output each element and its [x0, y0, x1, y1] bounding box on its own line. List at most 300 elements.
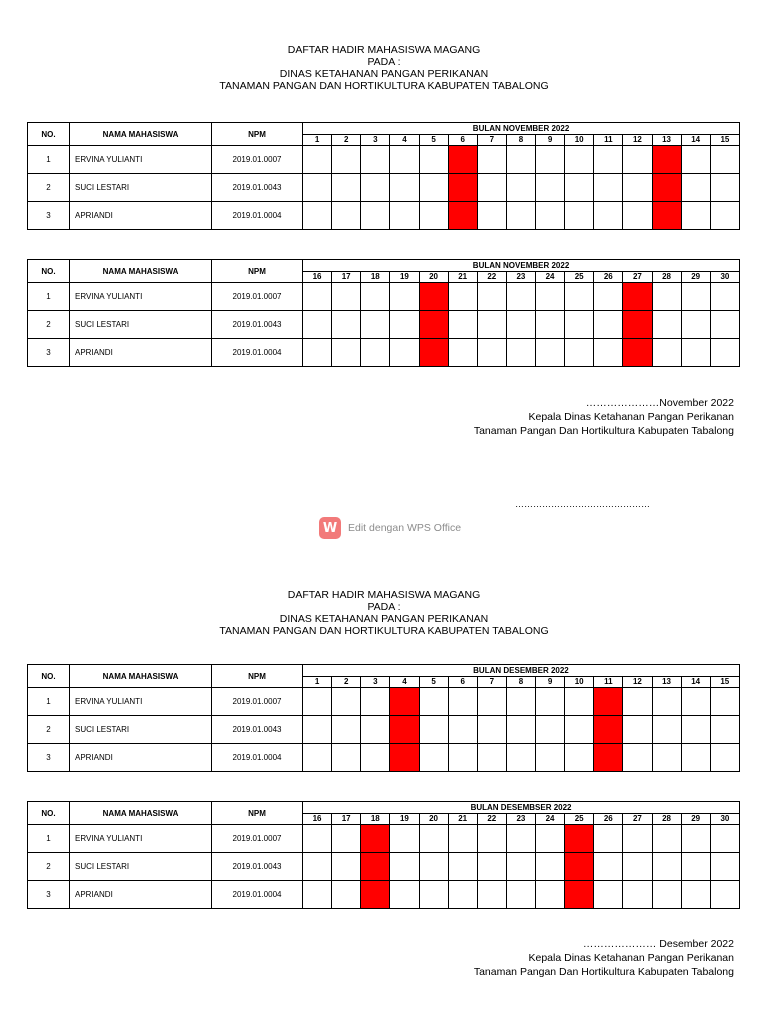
attendance-cell[interactable] — [536, 881, 565, 909]
attendance-cell[interactable] — [623, 853, 652, 881]
holiday-cell[interactable] — [565, 881, 594, 909]
student-name: SUCI LESTARI — [70, 311, 212, 339]
attendance-cell[interactable] — [710, 881, 739, 909]
attendance-cell[interactable] — [506, 311, 535, 339]
attendance-cell[interactable] — [332, 339, 361, 367]
attendance-cell[interactable] — [710, 716, 739, 744]
holiday-cell[interactable] — [652, 146, 681, 174]
attendance-cell[interactable] — [594, 825, 623, 853]
attendance-cell[interactable] — [710, 688, 739, 716]
day-header: 4 — [390, 677, 419, 688]
month-header: BULAN NOVEMBER 2022 — [303, 123, 740, 135]
attendance-cell[interactable] — [536, 339, 565, 367]
attendance-cell[interactable] — [565, 146, 594, 174]
attendance-cell[interactable] — [332, 688, 361, 716]
student-name: APRIANDI — [70, 339, 212, 367]
attendance-cell[interactable] — [477, 688, 506, 716]
holiday-cell[interactable] — [390, 716, 419, 744]
attendance-cell[interactable] — [506, 744, 535, 772]
attendance-cell[interactable] — [477, 283, 506, 311]
signature-block-desember — [434, 937, 734, 979]
attendance-cell[interactable] — [594, 283, 623, 311]
attendance-cell[interactable] — [681, 744, 710, 772]
attendance-cell[interactable] — [652, 716, 681, 744]
attendance-cell[interactable] — [361, 283, 390, 311]
signature-date: ………………… Desember 2022 — [582, 938, 734, 950]
signature-line: ……………………………………… — [515, 499, 650, 509]
attendance-cell[interactable] — [390, 853, 419, 881]
day-header: 30 — [710, 272, 739, 283]
attendance-cell[interactable] — [681, 202, 710, 230]
col-header-no: NO. — [28, 665, 70, 688]
holiday-cell[interactable] — [448, 174, 477, 202]
attendance-cell[interactable] — [681, 339, 710, 367]
day-header: 25 — [565, 272, 594, 283]
signature-date: …………………November 2022 — [585, 397, 734, 409]
attendance-cell[interactable] — [506, 339, 535, 367]
table-row — [28, 283, 740, 311]
row-number: 2 — [28, 853, 70, 881]
row-number: 2 — [28, 311, 70, 339]
day-header: 2 — [332, 135, 361, 146]
col-header-name: NAMA MAHASISWA — [70, 802, 212, 825]
header-desember — [0, 589, 768, 637]
attendance-cell[interactable] — [477, 311, 506, 339]
day-header: 28 — [652, 272, 681, 283]
attendance-cell[interactable] — [303, 202, 332, 230]
attendance-cell[interactable] — [710, 853, 739, 881]
attendance-cell[interactable] — [710, 146, 739, 174]
header-november — [0, 44, 768, 92]
attendance-cell[interactable] — [332, 716, 361, 744]
student-name: APRIANDI — [70, 202, 212, 230]
attendance-cell[interactable] — [419, 881, 448, 909]
attendance-cell[interactable] — [448, 688, 477, 716]
attendance-cell[interactable] — [565, 744, 594, 772]
attendance-cell[interactable] — [594, 202, 623, 230]
attendance-cell[interactable] — [565, 716, 594, 744]
attendance-cell[interactable] — [390, 283, 419, 311]
day-header: 8 — [506, 677, 535, 688]
col-header-npm: NPM — [212, 802, 303, 825]
attendance-cell[interactable] — [565, 174, 594, 202]
attendance-cell[interactable] — [536, 688, 565, 716]
attendance-cell[interactable] — [303, 283, 332, 311]
holiday-cell[interactable] — [594, 688, 623, 716]
attendance-cell[interactable] — [332, 853, 361, 881]
day-header: 23 — [506, 814, 535, 825]
attendance-cell[interactable] — [361, 174, 390, 202]
day-header: 9 — [536, 677, 565, 688]
student-name: SUCI LESTARI — [70, 716, 212, 744]
attendance-cell[interactable] — [419, 716, 448, 744]
signature-position-2: Tanaman Pangan Dan Hortikultura Kabupaten Tabalong — [473, 966, 734, 978]
row-number: 1 — [28, 688, 70, 716]
day-header: 16 — [303, 814, 332, 825]
attendance-cell[interactable] — [536, 825, 565, 853]
attendance-cell[interactable] — [681, 825, 710, 853]
attendance-cell[interactable] — [652, 339, 681, 367]
day-header: 8 — [506, 135, 535, 146]
attendance-cell[interactable] — [623, 744, 652, 772]
attendance-cell[interactable] — [681, 311, 710, 339]
attendance-cell[interactable] — [652, 311, 681, 339]
attendance-cell[interactable] — [623, 716, 652, 744]
col-header-name: NAMA MAHASISWA — [70, 665, 212, 688]
day-header: 3 — [361, 677, 390, 688]
month-header: BULAN NOVEMBER 2022 — [303, 260, 740, 272]
wps-watermark-text: Edit dengan WPS Office — [348, 522, 462, 534]
signature-block-november — [434, 396, 734, 438]
attendance-cell[interactable] — [536, 311, 565, 339]
day-header: 24 — [536, 814, 565, 825]
signature-position-1: Kepala Dinas Ketahanan Pangan Perikanan — [528, 411, 734, 423]
attendance-cell[interactable] — [477, 146, 506, 174]
attendance-cell[interactable] — [623, 881, 652, 909]
holiday-cell[interactable] — [594, 744, 623, 772]
day-header: 10 — [565, 677, 594, 688]
attendance-cell[interactable] — [477, 202, 506, 230]
agency-line-1: DINAS KETAHANAN PANGAN PERIKANAN — [279, 68, 489, 80]
attendance-cell[interactable] — [419, 174, 448, 202]
holiday-cell[interactable] — [623, 311, 652, 339]
attendance-cell[interactable] — [303, 688, 332, 716]
attendance-table-desember-2 — [27, 801, 740, 909]
attendance-cell[interactable] — [506, 202, 535, 230]
attendance-cell[interactable] — [448, 716, 477, 744]
day-header: 3 — [361, 135, 390, 146]
attendance-cell[interactable] — [565, 688, 594, 716]
attendance-cell[interactable] — [710, 339, 739, 367]
day-header: 27 — [623, 814, 652, 825]
day-header: 22 — [477, 272, 506, 283]
attendance-cell[interactable] — [506, 146, 535, 174]
attendance-cell[interactable] — [361, 716, 390, 744]
day-header: 11 — [594, 135, 623, 146]
attendance-table-november-2 — [27, 259, 740, 367]
holiday-cell[interactable] — [652, 202, 681, 230]
student-npm: 2019.01.0007 — [212, 146, 303, 174]
attendance-cell[interactable] — [623, 825, 652, 853]
day-header: 29 — [681, 814, 710, 825]
attendance-cell[interactable] — [594, 174, 623, 202]
month-header: BULAN DESEMBER 2022 — [303, 665, 740, 677]
student-npm: 2019.01.0043 — [212, 311, 303, 339]
student-npm: 2019.01.0043 — [212, 853, 303, 881]
attendance-cell[interactable] — [477, 174, 506, 202]
holiday-cell[interactable] — [361, 853, 390, 881]
signature-position-1: Kepala Dinas Ketahanan Pangan Perikanan — [528, 952, 734, 964]
attendance-cell[interactable] — [536, 283, 565, 311]
attendance-cell[interactable] — [477, 716, 506, 744]
attendance-cell[interactable] — [390, 202, 419, 230]
agency-line-2: TANAMAN PANGAN DAN HORTIKULTURA KABUPATEN TABALONG — [219, 80, 549, 92]
table-row — [28, 202, 740, 230]
attendance-cell[interactable] — [681, 688, 710, 716]
agency-line-1: DINAS KETAHANAN PANGAN PERIKANAN — [279, 613, 489, 625]
attendance-cell[interactable] — [303, 174, 332, 202]
attendance-cell[interactable] — [419, 202, 448, 230]
student-name: SUCI LESTARI — [70, 853, 212, 881]
day-header: 12 — [623, 677, 652, 688]
doc-pada: PADA : — [367, 601, 401, 613]
table-row — [28, 688, 740, 716]
day-header: 27 — [623, 272, 652, 283]
attendance-cell[interactable] — [448, 853, 477, 881]
attendance-cell[interactable] — [332, 146, 361, 174]
day-header: 25 — [565, 814, 594, 825]
attendance-cell[interactable] — [594, 311, 623, 339]
day-header: 17 — [332, 272, 361, 283]
attendance-cell[interactable] — [361, 311, 390, 339]
col-header-name: NAMA MAHASISWA — [70, 123, 212, 146]
day-header: 5 — [419, 135, 448, 146]
attendance-cell[interactable] — [332, 825, 361, 853]
holiday-cell[interactable] — [361, 825, 390, 853]
attendance-cell[interactable] — [361, 688, 390, 716]
attendance-cell[interactable] — [419, 853, 448, 881]
holiday-cell[interactable] — [390, 744, 419, 772]
student-name: SUCI LESTARI — [70, 174, 212, 202]
attendance-cell[interactable] — [594, 146, 623, 174]
attendance-cell[interactable] — [448, 283, 477, 311]
holiday-cell[interactable] — [565, 853, 594, 881]
attendance-cell[interactable] — [565, 311, 594, 339]
attendance-cell[interactable] — [303, 881, 332, 909]
day-header: 11 — [594, 677, 623, 688]
attendance-cell[interactable] — [332, 174, 361, 202]
attendance-cell[interactable] — [710, 311, 739, 339]
table-row — [28, 311, 740, 339]
attendance-cell[interactable] — [361, 202, 390, 230]
day-header: 5 — [419, 677, 448, 688]
attendance-cell[interactable] — [390, 339, 419, 367]
day-header: 28 — [652, 814, 681, 825]
attendance-cell[interactable] — [710, 744, 739, 772]
holiday-cell[interactable] — [652, 174, 681, 202]
attendance-cell[interactable] — [652, 688, 681, 716]
attendance-cell[interactable] — [506, 853, 535, 881]
day-header: 15 — [710, 135, 739, 146]
doc-title: DAFTAR HADIR MAHASISWA MAGANG — [287, 589, 481, 601]
table-row — [28, 339, 740, 367]
student-npm: 2019.01.0004 — [212, 744, 303, 772]
attendance-cell[interactable] — [536, 202, 565, 230]
attendance-cell[interactable] — [361, 744, 390, 772]
attendance-cell[interactable] — [390, 174, 419, 202]
attendance-cell[interactable] — [477, 825, 506, 853]
student-npm: 2019.01.0007 — [212, 825, 303, 853]
attendance-cell[interactable] — [477, 881, 506, 909]
col-header-name: NAMA MAHASISWA — [70, 260, 212, 283]
day-header: 23 — [506, 272, 535, 283]
day-header: 12 — [623, 135, 652, 146]
col-header-npm: NPM — [212, 665, 303, 688]
attendance-cell[interactable] — [681, 881, 710, 909]
attendance-cell[interactable] — [448, 744, 477, 772]
day-header: 18 — [361, 814, 390, 825]
day-header: 29 — [681, 272, 710, 283]
attendance-cell[interactable] — [419, 825, 448, 853]
day-header: 4 — [390, 135, 419, 146]
month-header: BULAN DESEMBSER 2022 — [303, 802, 740, 814]
holiday-cell[interactable] — [594, 716, 623, 744]
attendance-cell[interactable] — [332, 744, 361, 772]
holiday-cell[interactable] — [419, 283, 448, 311]
attendance-cell[interactable] — [506, 825, 535, 853]
holiday-cell[interactable] — [623, 339, 652, 367]
attendance-cell[interactable] — [448, 339, 477, 367]
attendance-cell[interactable] — [448, 311, 477, 339]
attendance-cell[interactable] — [681, 146, 710, 174]
attendance-cell[interactable] — [303, 853, 332, 881]
day-header: 16 — [303, 272, 332, 283]
attendance-cell[interactable] — [536, 716, 565, 744]
attendance-cell[interactable] — [652, 881, 681, 909]
attendance-cell[interactable] — [419, 146, 448, 174]
attendance-cell[interactable] — [303, 311, 332, 339]
attendance-cell[interactable] — [477, 853, 506, 881]
attendance-cell[interactable] — [332, 283, 361, 311]
attendance-cell[interactable] — [303, 825, 332, 853]
holiday-cell[interactable] — [565, 825, 594, 853]
attendance-cell[interactable] — [652, 283, 681, 311]
attendance-cell[interactable] — [565, 283, 594, 311]
row-number: 2 — [28, 174, 70, 202]
attendance-cell[interactable] — [594, 853, 623, 881]
attendance-cell[interactable] — [536, 174, 565, 202]
day-header: 17 — [332, 814, 361, 825]
student-npm: 2019.01.0004 — [212, 202, 303, 230]
day-header: 14 — [681, 135, 710, 146]
attendance-cell[interactable] — [565, 339, 594, 367]
row-number: 3 — [28, 744, 70, 772]
holiday-cell[interactable] — [623, 283, 652, 311]
day-header: 2 — [332, 677, 361, 688]
attendance-cell[interactable] — [390, 825, 419, 853]
col-header-no: NO. — [28, 802, 70, 825]
col-header-npm: NPM — [212, 260, 303, 283]
attendance-cell[interactable] — [681, 283, 710, 311]
student-npm: 2019.01.0004 — [212, 339, 303, 367]
attendance-cell[interactable] — [536, 146, 565, 174]
attendance-cell[interactable] — [303, 716, 332, 744]
student-npm: 2019.01.0004 — [212, 881, 303, 909]
row-number: 3 — [28, 881, 70, 909]
attendance-cell[interactable] — [536, 853, 565, 881]
row-number: 1 — [28, 146, 70, 174]
attendance-cell[interactable] — [652, 853, 681, 881]
student-npm: 2019.01.0007 — [212, 688, 303, 716]
attendance-cell[interactable] — [623, 174, 652, 202]
attendance-cell[interactable] — [390, 881, 419, 909]
holiday-cell[interactable] — [419, 311, 448, 339]
attendance-table-november-1 — [27, 122, 740, 230]
attendance-cell[interactable] — [652, 744, 681, 772]
attendance-cell[interactable] — [419, 744, 448, 772]
day-header: 6 — [448, 677, 477, 688]
attendance-cell[interactable] — [710, 825, 739, 853]
attendance-cell[interactable] — [594, 339, 623, 367]
day-header: 19 — [390, 272, 419, 283]
attendance-cell[interactable] — [506, 881, 535, 909]
attendance-cell[interactable] — [506, 174, 535, 202]
day-header: 22 — [477, 814, 506, 825]
day-header: 14 — [681, 677, 710, 688]
day-header: 19 — [390, 814, 419, 825]
col-header-npm: NPM — [212, 123, 303, 146]
attendance-cell[interactable] — [303, 339, 332, 367]
attendance-cell[interactable] — [448, 825, 477, 853]
attendance-cell[interactable] — [361, 146, 390, 174]
holiday-cell[interactable] — [448, 146, 477, 174]
row-number: 1 — [28, 283, 70, 311]
signature-position-2: Tanaman Pangan Dan Hortikultura Kabupaten Tabalong — [473, 425, 734, 437]
attendance-cell[interactable] — [623, 202, 652, 230]
doc-title: DAFTAR HADIR MAHASISWA MAGANG — [287, 44, 481, 56]
day-header: 21 — [448, 814, 477, 825]
attendance-cell[interactable] — [623, 146, 652, 174]
holiday-cell[interactable] — [419, 339, 448, 367]
attendance-cell[interactable] — [332, 311, 361, 339]
attendance-cell[interactable] — [681, 716, 710, 744]
attendance-cell[interactable] — [303, 146, 332, 174]
day-header: 1 — [303, 135, 332, 146]
day-header: 20 — [419, 272, 448, 283]
attendance-cell[interactable] — [303, 744, 332, 772]
day-header: 10 — [565, 135, 594, 146]
table-row — [28, 853, 740, 881]
holiday-cell[interactable] — [361, 881, 390, 909]
attendance-cell[interactable] — [477, 744, 506, 772]
attendance-cell[interactable] — [361, 339, 390, 367]
holiday-cell[interactable] — [390, 688, 419, 716]
col-header-no: NO. — [28, 260, 70, 283]
student-name: ERVINA YULIANTI — [70, 688, 212, 716]
attendance-cell[interactable] — [332, 202, 361, 230]
attendance-cell[interactable] — [332, 881, 361, 909]
attendance-cell[interactable] — [710, 283, 739, 311]
wps-watermark[interactable] — [319, 516, 461, 540]
student-name: APRIANDI — [70, 881, 212, 909]
attendance-cell[interactable] — [681, 853, 710, 881]
attendance-cell[interactable] — [390, 311, 419, 339]
attendance-cell[interactable] — [477, 339, 506, 367]
student-name: APRIANDI — [70, 744, 212, 772]
attendance-cell[interactable] — [506, 716, 535, 744]
attendance-cell[interactable] — [681, 174, 710, 202]
attendance-cell[interactable] — [448, 881, 477, 909]
attendance-cell[interactable] — [710, 174, 739, 202]
attendance-cell[interactable] — [594, 881, 623, 909]
attendance-cell[interactable] — [506, 688, 535, 716]
attendance-cell[interactable] — [390, 146, 419, 174]
student-name: ERVINA YULIANTI — [70, 283, 212, 311]
student-npm: 2019.01.0043 — [212, 716, 303, 744]
attendance-cell[interactable] — [506, 283, 535, 311]
day-header: 21 — [448, 272, 477, 283]
holiday-cell[interactable] — [448, 202, 477, 230]
attendance-cell[interactable] — [710, 202, 739, 230]
table-row — [28, 825, 740, 853]
row-number: 1 — [28, 825, 70, 853]
day-header: 26 — [594, 272, 623, 283]
attendance-cell[interactable] — [652, 825, 681, 853]
attendance-cell[interactable] — [623, 688, 652, 716]
attendance-cell[interactable] — [419, 688, 448, 716]
attendance-cell[interactable] — [565, 202, 594, 230]
attendance-cell[interactable] — [536, 744, 565, 772]
